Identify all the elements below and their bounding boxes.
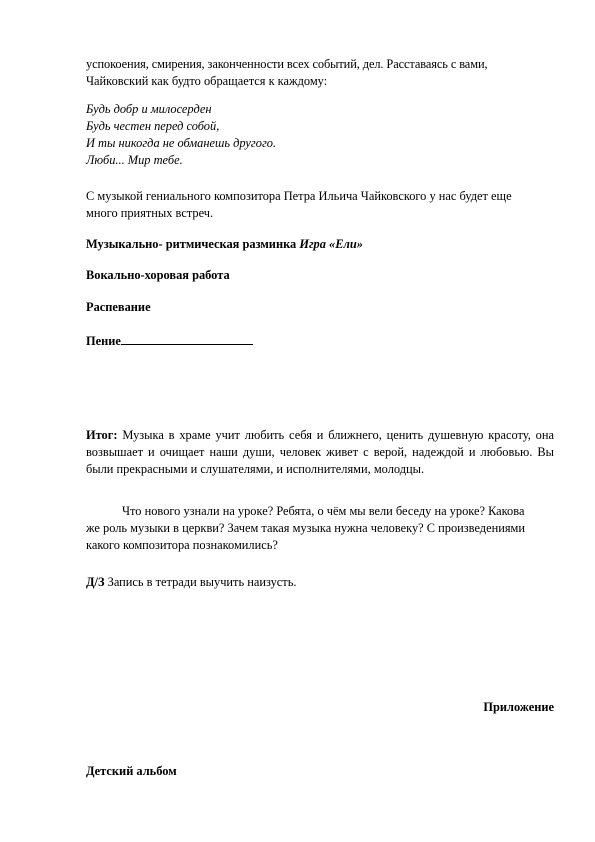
singing-heading: [86, 332, 554, 350]
intro-line-1: успокоения, смирения, законченности всех событий, дел. Расставаясь с вами,: [86, 57, 488, 71]
summary-label: Итог:: [86, 428, 118, 442]
summary-paragraph: [86, 427, 554, 478]
homework-text: Запись в тетради выучить наизусть.: [104, 575, 297, 589]
warmup-label: Музыкально- ритмическая разминка: [86, 237, 300, 251]
appendix-heading: Приложение: [483, 700, 554, 714]
singing-blank-line: [121, 332, 253, 345]
intro-line-2: Чайковский как будто обращается к каждому:: [86, 74, 328, 88]
questions-paragraph: Что нового узнали на уроке? Ребята, о чём мы вели беседу на уроке? Какова же роль музыки в церкви? Зачем такая музыка нужна человеку? С произведениями какого композитора познакомились?: [86, 504, 526, 552]
warmup-game: Игра «Ели»: [299, 237, 363, 251]
intro-paragraph: [86, 56, 554, 90]
singing-label: Пение: [86, 334, 121, 348]
vocal-heading: Вокально-хоровая работа: [86, 268, 230, 282]
album-heading: Детский альбом: [86, 764, 177, 778]
homework-paragraph: [86, 574, 554, 591]
raspevanie-heading: Распевание: [86, 300, 151, 314]
poem-line-4: Люби... Мир тебе.: [86, 153, 183, 167]
warmup-heading: [86, 236, 554, 253]
poem-line-3: И ты никогда не обманешь другого.: [86, 136, 277, 150]
poem-line-2: Будь честен перед собой,: [86, 119, 220, 133]
homework-label: Д/З: [86, 575, 105, 589]
poem-line-1: Будь добр и милосерден: [86, 102, 212, 116]
summary-text: Музыка в храме учит любить себя и ближнего, ценить душевную красоту, она возвышает и очищает наши души, человек живет с верой, надеждой и любовью. Вы были прекрасными и слушателями, и исполнителями, молодцы.: [86, 428, 554, 476]
poem: [86, 101, 554, 169]
music-paragraph: С музыкой гениального композитора Петра Ильича Чайковского у нас будет еще много приятных встреч.: [86, 189, 512, 220]
